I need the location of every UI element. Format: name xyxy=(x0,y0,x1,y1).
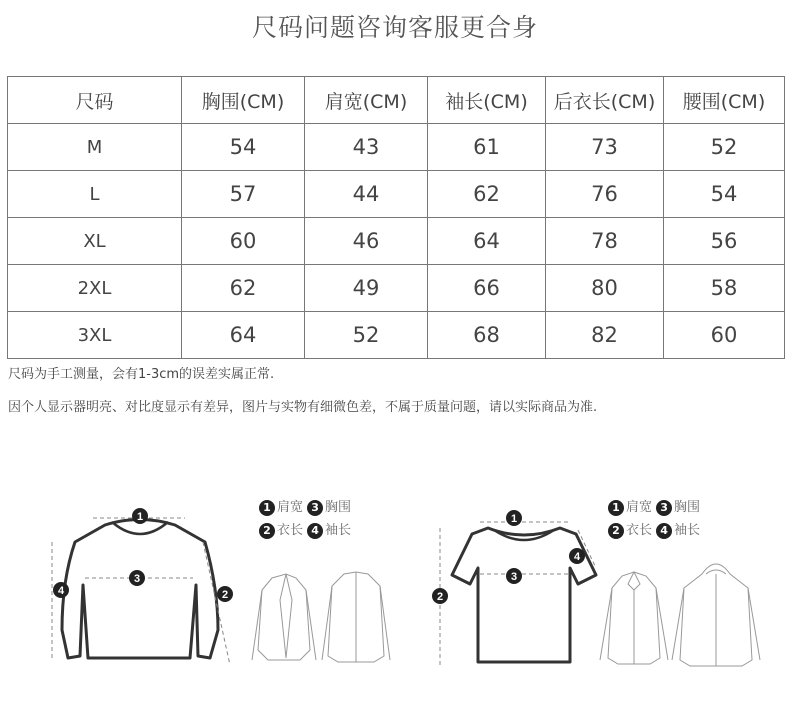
tshirt-marker-3-icon xyxy=(506,568,522,584)
svg-text:3: 3 xyxy=(510,571,518,583)
number-badge-icon: 3 xyxy=(307,500,323,516)
svg-text:4: 4 xyxy=(57,585,65,597)
legend-label: 袖长 xyxy=(674,523,701,538)
number-badge-icon: 3 xyxy=(656,500,672,516)
legend-row xyxy=(608,521,704,544)
number-badge-icon: 4 xyxy=(656,523,672,539)
cell-back-length: 73 xyxy=(546,124,664,171)
cell-sleeve: 61 xyxy=(428,124,546,171)
legend-right xyxy=(608,498,704,544)
svg-text:1: 1 xyxy=(510,513,518,525)
table-row xyxy=(8,171,785,218)
hoodie-icon xyxy=(672,564,760,666)
number-badge-icon: 2 xyxy=(259,523,275,539)
cell-size: 3XL xyxy=(8,312,182,359)
suit-jacket-icon xyxy=(252,574,316,660)
cell-chest: 64 xyxy=(182,312,305,359)
marker-1-icon xyxy=(132,508,148,524)
sweatshirt-diagram xyxy=(62,520,218,659)
number-badge-icon: 4 xyxy=(307,523,323,539)
header-sleeve: 袖长(CM) xyxy=(428,77,546,124)
page-title: 尺码问题咨询客服更合身 xyxy=(251,13,538,42)
cell-chest: 57 xyxy=(182,171,305,218)
marker-2-icon xyxy=(217,586,233,602)
cell-sleeve: 62 xyxy=(428,171,546,218)
cell-size: 2XL xyxy=(8,265,182,312)
cell-size: L xyxy=(8,171,182,218)
svg-text:1: 1 xyxy=(136,511,144,523)
cell-chest: 60 xyxy=(182,218,305,265)
cell-waist: 52 xyxy=(664,124,785,171)
cell-size: M xyxy=(8,124,182,171)
cell-shoulder: 52 xyxy=(305,312,428,359)
header-back-length: 后衣长(CM) xyxy=(546,77,664,124)
shirt-icon xyxy=(600,572,668,664)
svg-text:2: 2 xyxy=(436,591,444,603)
cell-back-length: 82 xyxy=(546,312,664,359)
legend-label: 肩宽 xyxy=(626,500,653,515)
measurement-note: 尺码为手工测量，会有1-3cm的误差实属正常. xyxy=(8,367,275,382)
legend-label: 衣长 xyxy=(626,523,653,538)
tshirt-marker-1-icon xyxy=(506,510,522,526)
cell-sleeve: 68 xyxy=(428,312,546,359)
number-badge-icon: 2 xyxy=(608,523,624,539)
svg-text:2: 2 xyxy=(221,589,229,601)
legend-label: 衣长 xyxy=(277,523,304,538)
cell-back-length: 76 xyxy=(546,171,664,218)
table-row xyxy=(8,265,785,312)
legend-row xyxy=(259,498,355,521)
cell-size: XL xyxy=(8,218,182,265)
cell-waist: 54 xyxy=(664,171,785,218)
cell-sleeve: 66 xyxy=(428,265,546,312)
legend-label: 肩宽 xyxy=(277,500,304,515)
legend-label: 袖长 xyxy=(325,523,352,538)
cell-shoulder: 49 xyxy=(305,265,428,312)
legend-label: 胸围 xyxy=(325,500,352,515)
zip-jacket-icon xyxy=(322,572,390,662)
table-header-row xyxy=(8,77,785,124)
table-row xyxy=(8,312,785,359)
cell-chest: 54 xyxy=(182,124,305,171)
svg-text:4: 4 xyxy=(573,551,581,563)
header-shoulder: 肩宽(CM) xyxy=(305,77,428,124)
cell-waist: 56 xyxy=(664,218,785,265)
table-row xyxy=(8,218,785,265)
marker-3-icon xyxy=(129,570,145,586)
tshirt-diagram xyxy=(452,528,596,662)
cell-back-length: 80 xyxy=(546,265,664,312)
header-chest: 胸围(CM) xyxy=(182,77,305,124)
number-badge-icon: 1 xyxy=(259,500,275,516)
cell-waist: 60 xyxy=(664,312,785,359)
cell-sleeve: 64 xyxy=(428,218,546,265)
table-row xyxy=(8,124,785,171)
marker-4-icon xyxy=(53,582,69,598)
cell-shoulder: 43 xyxy=(305,124,428,171)
cell-waist: 58 xyxy=(664,265,785,312)
cell-chest: 62 xyxy=(182,265,305,312)
legend-row xyxy=(608,498,704,521)
cell-back-length: 78 xyxy=(546,218,664,265)
size-table xyxy=(7,76,785,359)
legend-label: 胸围 xyxy=(674,500,701,515)
svg-text:3: 3 xyxy=(133,573,141,585)
legend-left xyxy=(259,498,355,544)
color-disclaimer-note: 因个人显示器明亮、对比度显示有差异，图片与实物有细微色差，不属于质量问题，请以实际商品为准. xyxy=(8,400,598,415)
header-size: 尺码 xyxy=(8,77,182,124)
legend-row xyxy=(259,521,355,544)
tshirt-marker-4-icon xyxy=(569,548,585,564)
tshirt-marker-2-icon xyxy=(432,588,448,604)
cell-shoulder: 46 xyxy=(305,218,428,265)
cell-shoulder: 44 xyxy=(305,171,428,218)
number-badge-icon: 1 xyxy=(608,500,624,516)
header-waist: 腰围(CM) xyxy=(664,77,785,124)
